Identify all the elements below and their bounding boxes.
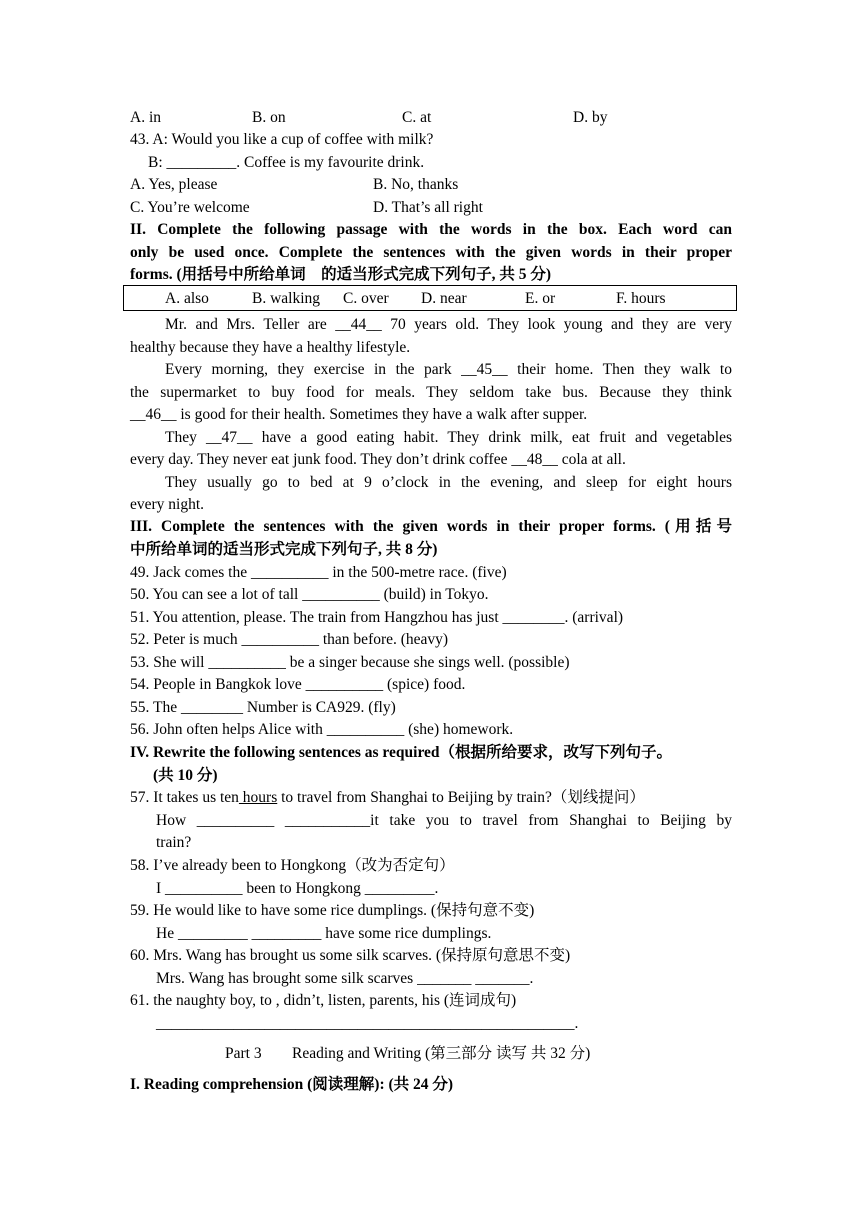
- section-3-heading-line-2: 中所给单词的适当形式完成下列句子, 共 8 分): [130, 541, 438, 558]
- word-box-item: B. walking: [252, 290, 321, 307]
- passage-line: healthy because they have a healthy lifestyle.: [130, 339, 411, 356]
- passage-line: They __47__ have a good eating habit. They drink milk, eat fruit and vegetables: [165, 429, 732, 446]
- question-59-stem: 59. He would like to have some rice dumplings. (保持句意不变): [130, 902, 535, 919]
- q42-option-b: B. on: [252, 109, 286, 126]
- q43-reply: B: _________. Coffee is my favourite drink.: [148, 154, 425, 171]
- word-box-item: E. or: [525, 290, 556, 307]
- q43-option-d: D. That’s all right: [373, 199, 483, 216]
- question-51: 51. You attention, please. The train from Hangzhou has just ________. (arrival): [130, 609, 624, 626]
- question-56: 56. John often helps Alice with __________ (she) homework.: [130, 721, 514, 738]
- section-2-heading-line-2: only be used once. Complete the sentences with the given words in their proper: [130, 244, 732, 261]
- q43-option-b: B. No, thanks: [373, 176, 459, 193]
- q42-option-a: A. in: [130, 109, 161, 126]
- section-4-heading-line-2: (共 10 分): [153, 767, 218, 784]
- question-57-answer-line-1: How __________ ___________it take you to travel from Shanghai to Beijing by: [156, 812, 732, 829]
- question-52: 52. Peter is much __________ than before. (heavy): [130, 631, 449, 648]
- question-61-stem: 61. the naughty boy, to , didn’t, listen, parents, his (连词成句): [130, 992, 517, 1009]
- passage-line: every day. They never eat junk food. They don’t drink coffee __48__ cola at all.: [130, 451, 626, 468]
- q42-option-d: D. by: [573, 109, 608, 126]
- question-49: 49. Jack comes the __________ in the 500-metre race. (five): [130, 564, 507, 581]
- question-54: 54. People in Bangkok love __________ (spice) food.: [130, 676, 466, 693]
- section-3-heading-line-1: III. Complete the sentences with the given words in their proper forms. (用括号: [130, 518, 732, 535]
- word-box-item: A. also: [165, 290, 209, 307]
- question-57-underlined-word: hours: [238, 789, 278, 806]
- q43-option-c: C. You’re welcome: [130, 199, 250, 216]
- word-box-item: F. hours: [616, 290, 666, 307]
- question-61-answer-line: ______________________________________________________.: [156, 1015, 579, 1032]
- question-57-stem: [130, 787, 645, 809]
- passage-line: every night.: [130, 496, 205, 513]
- question-58-stem: 58. I’ve already been to Hongkong（改为否定句）: [130, 857, 455, 874]
- question-53: 53. She will __________ be a singer because she sings well. (possible): [130, 654, 570, 671]
- reading-comprehension-heading: I. Reading comprehension (阅读理解): (共 24 分): [130, 1076, 454, 1093]
- question-60-answer: Mrs. Wang has brought some silk scarves _______ _______.: [156, 970, 534, 987]
- word-box-item: C. over: [343, 290, 389, 307]
- passage-line: __46__ is good for their health. Sometimes they have a walk after supper.: [130, 406, 588, 423]
- question-55: 55. The ________ Number is CA929. (fly): [130, 699, 396, 716]
- passage-line: Mr. and Mrs. Teller are __44__ 70 years old. They look young and they are very: [165, 316, 732, 333]
- part-3-title: Reading and Writing (第三部分 读写 共 32 分): [292, 1045, 591, 1062]
- question-58-answer: I __________ been to Hongkong _________.: [156, 880, 439, 897]
- part-3-label: Part 3: [225, 1045, 262, 1062]
- question-57-answer-line-2: train?: [156, 834, 192, 851]
- section-4-heading-line-1: IV. Rewrite the following sentences as required（根据所给要求，改写下列句子。: [130, 744, 673, 761]
- passage-line: They usually go to bed at 9 o’clock in the evening, and sleep for eight hours: [165, 474, 732, 491]
- section-2-heading-line-3: forms. (用括号中所给单词 的适当形式完成下列句子, 共 5 分): [130, 266, 552, 283]
- question-57-stem-pre: 57. It takes us ten: [130, 789, 239, 806]
- word-box-item: D. near: [421, 290, 467, 307]
- q43-stem: 43. A: Would you like a cup of coffee with milk?: [130, 131, 434, 148]
- q42-option-c: C. at: [402, 109, 432, 126]
- section-2-heading-line-1: II. Complete the following passage with the words in the box. Each word can: [130, 221, 732, 238]
- question-59-answer: He _________ _________ have some rice dumplings.: [156, 925, 492, 942]
- q43-option-a: A. Yes, please: [130, 176, 218, 193]
- question-57-stem-post: to travel from Shanghai to Beijing by train?（划线提问）: [277, 789, 645, 806]
- question-60-stem: 60. Mrs. Wang has brought us some silk scarves. (保持原句意思不变): [130, 947, 571, 964]
- passage-line: Every morning, they exercise in the park __45__ their home. Then they walk to: [165, 361, 732, 378]
- passage-line: the supermarket to buy food for meals. They seldom take bus. Because they think: [130, 384, 732, 401]
- question-50: 50. You can see a lot of tall __________ (build) in Tokyo.: [130, 586, 489, 603]
